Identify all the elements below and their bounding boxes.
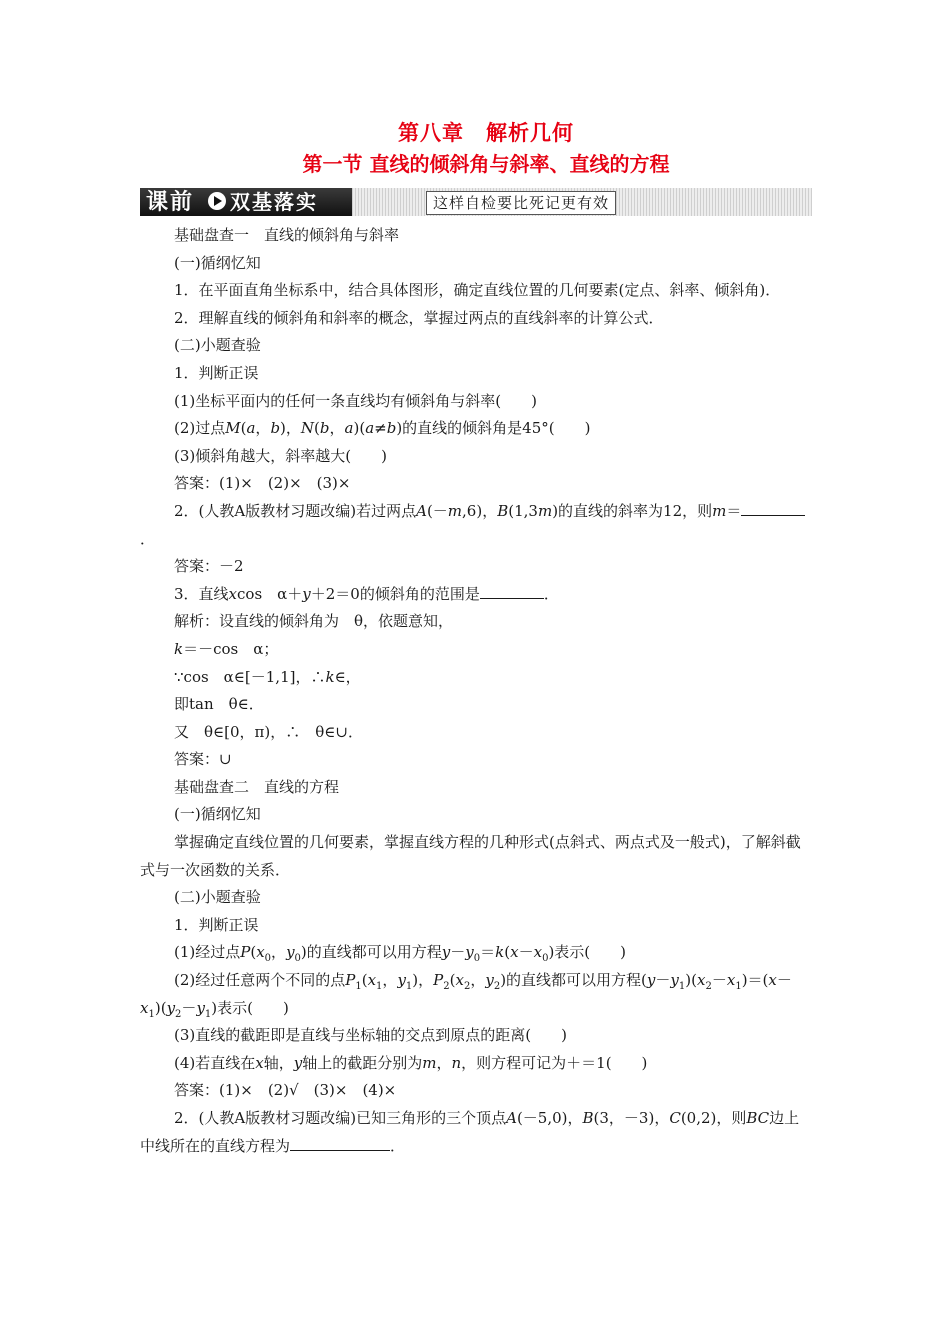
block1-question-2: 2．(人教A版教材习题改编)若过两点A(－m,6)，B(1,3m)的直线的斜率为12，则m＝． [140,498,812,553]
block2-question-2: 2．(人教A版教材习题改编)已知三角形的三个顶点A(－5,0)，B(3，－3)，C(0,2)，则BC边上中线所在的直线方程为 ． [140,1109,800,1155]
block1-judge-1: (1)坐标平面内的任何一条直线均有倾斜角与斜率( ) [174,391,537,410]
block2-recall-title: (一)循纲忆知 [174,805,261,824]
block2-answer-1: 答案：(1)× (2)√ (3)× (4)× [174,1081,397,1100]
block1-solution-3: ∵cos α∈[－1,1]，∴k∈， [174,667,361,686]
block1-solution-5: 又 θ∈[0，π)，∴ θ∈∪． [174,722,363,741]
block2-judge-4: (4)若直线在x轴，y轴上的截距分别为m，n，则方程可记为＋＝1( ) [174,1053,648,1072]
section-title: 第一节 直线的倾斜角与斜率、直线的方程 [302,152,670,176]
block1-judge-2: (2)过点M(a，b)，N(b，a)(a≠b)的直线的倾斜角是45°( ) [174,419,591,438]
block1-solution-1: 解析：设直线的倾斜角为 θ，依题意知， [174,612,454,631]
block1-question-3: 3．直线xcos α＋y＋2＝0的倾斜角的范围是 ． [174,584,559,603]
block1-judge-3: (3)倾斜角越大，斜率越大( ) [174,446,387,465]
banner-label-double-basics: 双基落实 [230,190,318,214]
section-banner [140,188,812,216]
block1-judge-title: 1．判断正误 [174,363,259,382]
block2-judge-3: (3)直线的截距即是直线与坐标轴的交点到原点的距离( ) [174,1026,567,1045]
block1-check-title: (二)小题查验 [174,336,261,355]
answer-blank [741,501,805,516]
banner-tagline: 这样自检要比死记更有效 [426,191,616,215]
block1-answer-1: 答案：(1)× (2)× (3)× [174,474,351,493]
block1-answer-2: 答案：－2 [174,557,244,576]
block1-solution-2: k＝－cos α； [174,639,279,658]
block2-judge-2: (2)经过任意两个不同的点$P_1(x_1$，$y_1$)，$P_2(x_2$，$y_2$)的直线都可以用方程$(y-y_1)(x_2-x_1)=(x-x_1)(y_2-y_1)$表示( ) [140,971,792,1020]
block1-recall-1: 1．在平面直角坐标系中，结合具体图形，确定直线位置的几何要素(定点、斜率、倾斜角)． [174,281,781,300]
document-body [140,222,812,1160]
answer-blank [290,1136,390,1151]
block1-recall-title: (一)循纲忆知 [174,253,261,272]
block1-heading: 基础盘查一 直线的倾斜角与斜率 [174,226,400,244]
block2-judge-title: 1．判断正误 [174,915,259,934]
block2-recall: 掌握确定直线位置的几何要素，掌握直线方程的几种形式(点斜式、两点式及一般式)，了解斜截式与一次函数的关系． [140,833,801,879]
chapter-title: 第八章 解析几何 [398,120,574,145]
block2-judge-1: (1)经过点$P(x_0$，$y_0$)的直线都可以用方程$y-y_0=k(x-x_0)$表示( ) [174,943,626,965]
block2-check-title: (二)小题查验 [174,888,261,907]
document-page [140,118,812,1160]
block2-heading: 基础盘查二 直线的方程 [174,777,340,796]
answer-blank [480,584,544,599]
block1-answer-3: 答案：∪ [174,750,232,769]
block1-solution-4: 即tan θ∈． [174,695,264,714]
arrow-right-icon [208,192,226,210]
banner-label-before-class: 课前 [146,189,195,215]
block1-recall-2: 2．理解直线的倾斜角和斜率的概念，掌握过两点的直线斜率的计算公式． [174,308,664,327]
